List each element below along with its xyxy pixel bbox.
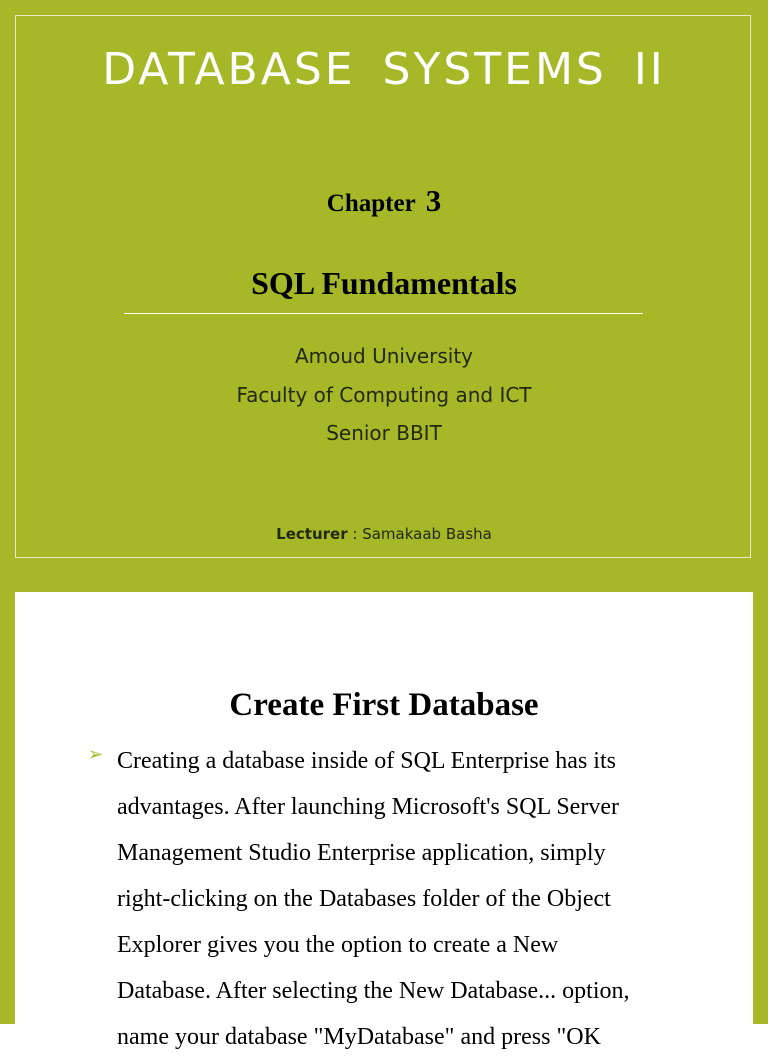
program-name: Senior BBIT bbox=[326, 421, 442, 445]
chapter-word: Chapter bbox=[326, 190, 416, 217]
lecturer-separator: : bbox=[347, 525, 363, 543]
content-slide bbox=[0, 573, 768, 1050]
faculty-name: Faculty of Computing and ICT bbox=[236, 383, 532, 407]
paragraph-line: Management Studio Enterprise application, simply bbox=[117, 840, 606, 866]
chapter-number: 3 bbox=[425, 183, 442, 218]
course-title: DATABASE SYSTEMS II bbox=[102, 44, 666, 95]
lecturer-name: Samakaab Basha bbox=[362, 525, 492, 543]
bullet-paragraph bbox=[117, 738, 717, 1060]
arrow-bullet-icon: ➢ bbox=[88, 744, 104, 765]
content-slide-title: Create First Database bbox=[229, 687, 539, 723]
university-name: Amoud University bbox=[294, 344, 474, 368]
paragraph-line: Explorer gives you the option to create a New bbox=[117, 932, 559, 958]
paragraph-line: advantages. After launching Microsoft's SQL Server bbox=[117, 794, 619, 820]
paragraph-line: name your database "MyDatabase" and press "OK bbox=[117, 1024, 601, 1050]
paragraph-line: Database. After selecting the New Database... option, bbox=[117, 978, 630, 1004]
chapter-subtitle: SQL Fundamentals bbox=[251, 265, 517, 301]
title-divider bbox=[124, 313, 643, 314]
paragraph-line: Creating a database inside of SQL Enterprise has its bbox=[117, 748, 616, 774]
lecturer-line bbox=[0, 522, 768, 546]
chapter-heading bbox=[0, 180, 768, 228]
content-slide-body bbox=[15, 592, 753, 1050]
paragraph-line: right-clicking on the Databases folder of the Object bbox=[117, 886, 611, 912]
lecturer-label: Lecturer bbox=[276, 525, 348, 543]
